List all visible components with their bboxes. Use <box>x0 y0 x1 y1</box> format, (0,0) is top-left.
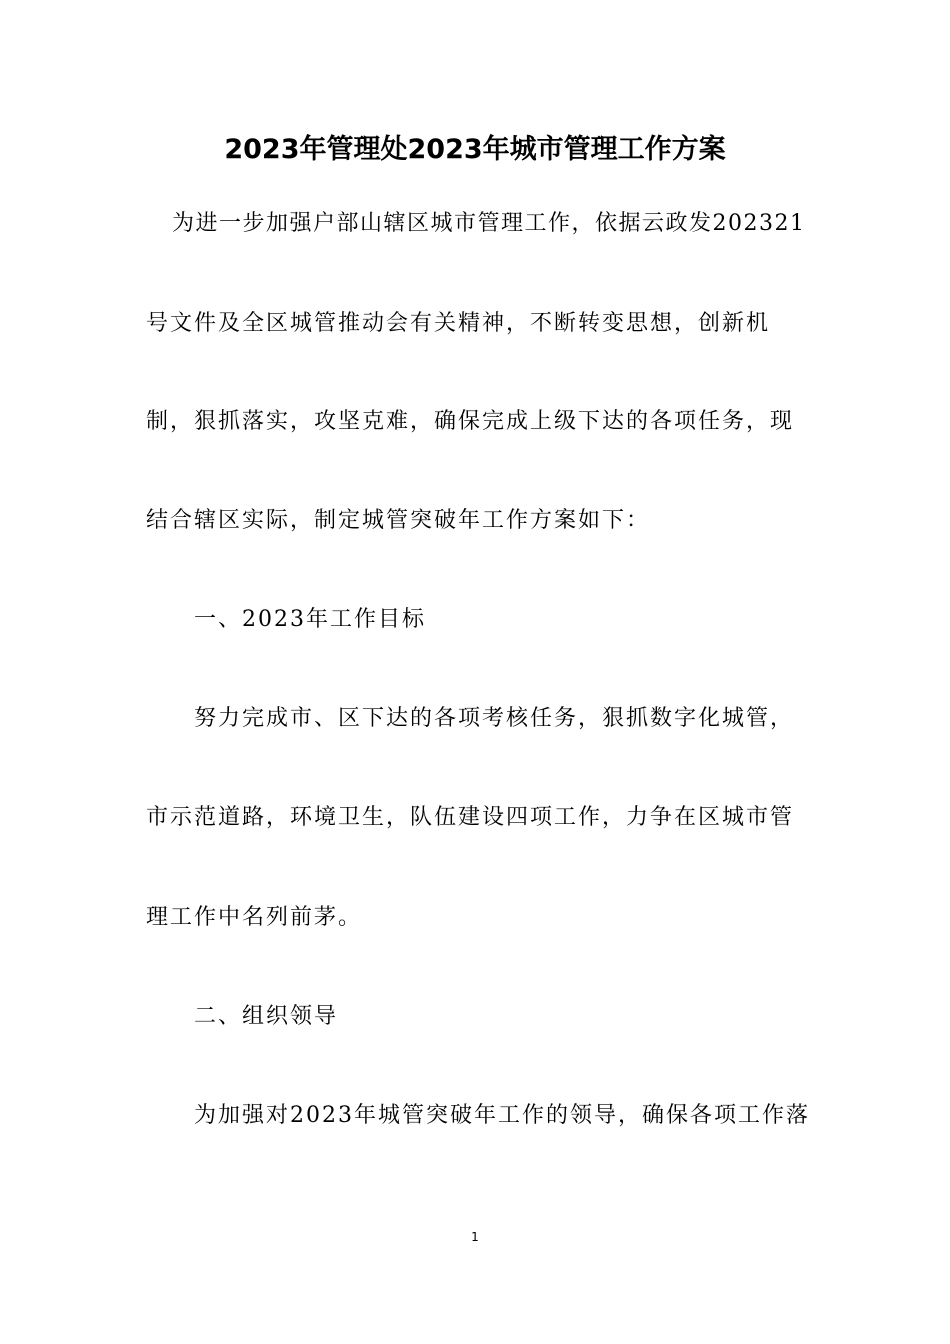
paragraph-1-line-1: 为进一步加强户部山辖区城市管理工作，依据云政发202321 <box>172 211 806 236</box>
paragraph-1-line-2: 号文件及全区城管推动会有关精神，不断转变思想，创新机 <box>146 311 771 336</box>
section-heading-2: 二、组织领导 <box>194 1004 339 1029</box>
page-number: 1 <box>471 1230 479 1244</box>
paragraph-1-line-3: 制，狠抓落实，攻坚克难，确保完成上级下达的各项任务，现 <box>146 409 795 434</box>
paragraph-1-line-4: 结合辖区实际，制定城管突破年工作方案如下： <box>146 508 651 533</box>
paragraph-2-line-2: 市示范道路，环境卫生，队伍建设四项工作，力争在区城市管 <box>146 805 795 830</box>
paragraph-3-line-1: 为加强对2023年城管突破年工作的领导，确保各项工作落 <box>194 1103 810 1128</box>
document-title: 2023年管理处2023年城市管理工作方案 <box>224 134 726 165</box>
paragraph-2-line-3: 理工作中名列前茅。 <box>146 905 363 930</box>
paragraph-2-line-1: 努力完成市、区下达的各项考核任务，狠抓数字化城管， <box>194 706 795 731</box>
section-heading-1: 一、2023年工作目标 <box>194 607 426 632</box>
